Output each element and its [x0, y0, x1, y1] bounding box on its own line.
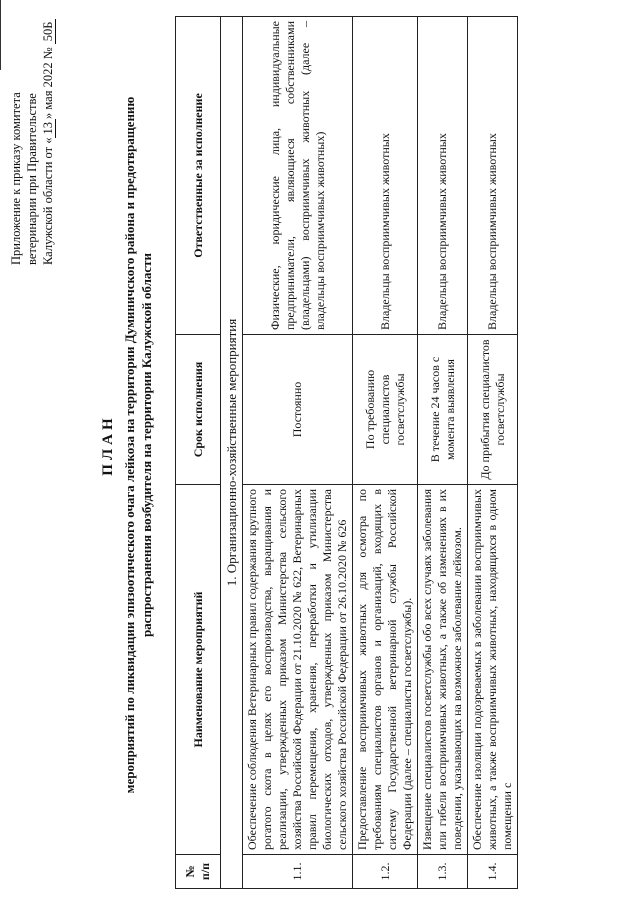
header-measure-name: Наименование мероприятий [176, 485, 221, 855]
row-term: В течение 24 часов с момента выявления [418, 335, 468, 485]
table-header-row [176, 17, 221, 889]
row-responsible: Владельцы восприимчивых животных [353, 17, 418, 335]
row-term: По требованию специалистов госветслужбы [353, 335, 418, 485]
row-term: Постоянно [243, 335, 353, 485]
appendix-date-prefix: Калужской области от « [41, 137, 55, 265]
appendix-line-1: Приложение к приказу комитета [9, 92, 23, 265]
header-number: № п/п [176, 855, 221, 889]
row-term: До прибытия специалистов госветслужбы [468, 335, 518, 485]
row-measure: Обеспечение изоляции подозреваемых в заболевании восприимчивых животных, а также восприимчивых животных, находящихся в одном помещении с [468, 485, 518, 855]
plan-heading: ПЛАН [100, 414, 116, 476]
row-responsible: Владельцы восприимчивых животных [418, 17, 468, 335]
appendix-note [8, 15, 56, 265]
document-title [100, 25, 155, 865]
row-number: 1.2. [353, 855, 418, 889]
appendix-number: 50Б [41, 19, 56, 45]
row-measure: Предоставление восприимчивых животных для осмотра по требованиям специалистов органов и организаций, входящих в систему Государственной ветеринарной службы Российской Федерации (далее – специалисты госветслужбы). [353, 485, 418, 855]
title-line-1: мероприятий по ликвидации эпизоотического очага лейкоза на территории Думиничского района и предотвращению [122, 96, 137, 794]
appendix-date-mid: » мая 2022 № [41, 47, 55, 120]
title-line-2: распространения возбудителя на территории Калужской области [139, 252, 154, 638]
header-term: Срок исполнения [176, 335, 221, 485]
table-row [468, 17, 518, 889]
row-measure: Извещение специалистов госветслужбы обо всех случаях заболевания или гибели восприимчивых животных, а также об изменениях в их поведении, указывающих на возможное заболевание лейкозом. [418, 485, 468, 855]
row-number: 1.4. [468, 855, 518, 889]
appendix-day: 13 [41, 119, 56, 138]
header-responsible: Ответственные за исполнение [176, 17, 221, 335]
table-row [353, 17, 418, 889]
section-row [221, 17, 243, 889]
appendix-line-2: ветеринарии при Правительстве [25, 93, 39, 265]
row-responsible: Физические, юридические лица, индивидуальные предприниматели, являющиеся собственниками (владельцами) восприимчивых животных (далее – владельцы восприимчивых животных) [243, 17, 353, 335]
table-row [243, 17, 353, 889]
row-number: 1.1. [243, 855, 353, 889]
row-measure: Обеспечение соблюдения Ветеринарных правил содержания крупного рогатого скота в целях его воспроизводства, выращивания и реализации, утвержденных приказом Министерства сельского хозяйства Российской Федерации от 21.10.2020 № 622, Ветеринарных правил перемещения, хранения, переработки и утилизации биологических отходов, утвержденных приказом Министерства сельского хозяйства Российской Федерации от 26.10.2020 № 626 [243, 485, 353, 855]
row-number: 1.3. [418, 855, 468, 889]
appendix-line-3 [40, 15, 56, 265]
table-row [418, 17, 468, 889]
row-responsible: Владельцы восприимчивых животных [468, 17, 518, 335]
measures-table [175, 16, 518, 889]
section-title: 1. Организационно-хозяйственные мероприятия [221, 17, 243, 889]
